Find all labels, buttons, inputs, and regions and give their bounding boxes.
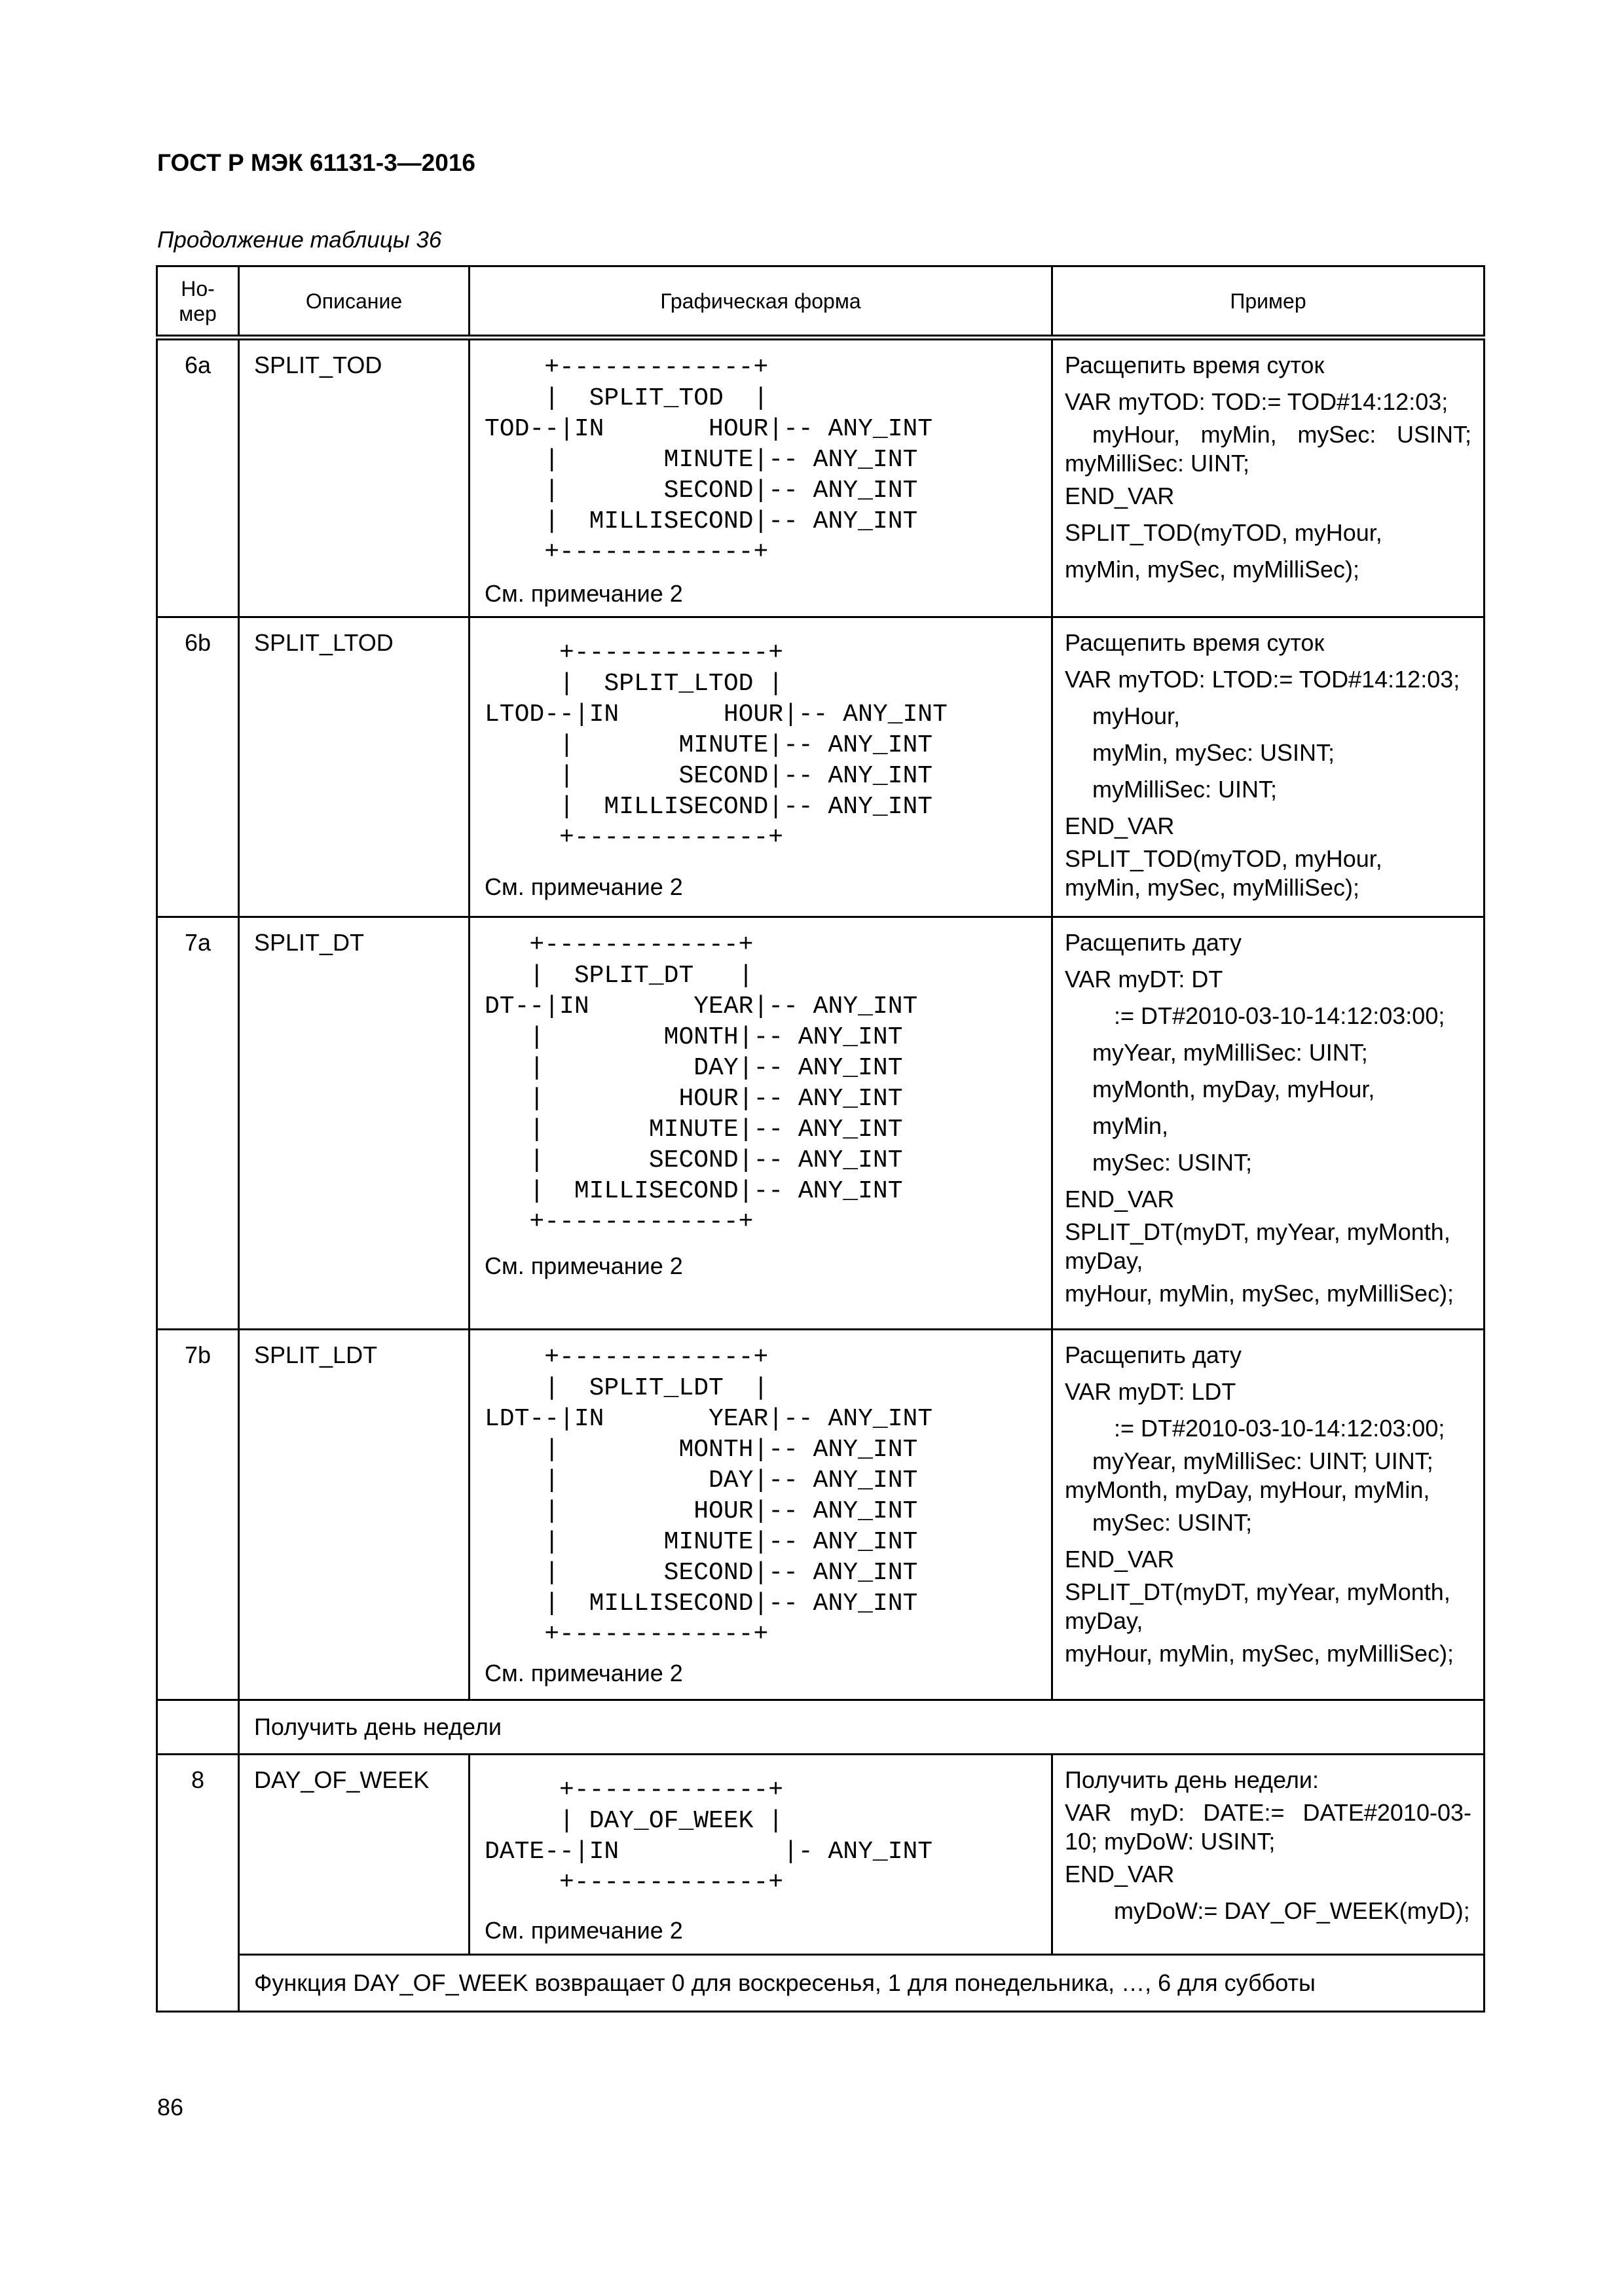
row-number: 6a bbox=[157, 338, 239, 617]
example-line: VAR myTOD: LTOD:= TOD#14:12:03; bbox=[1065, 666, 1460, 693]
example-line: SPLIT_TOD(myTOD, myHour, bbox=[1065, 519, 1382, 546]
example-line: myMin, mySec, myMilliSec); bbox=[1065, 556, 1360, 583]
row-number: 8 bbox=[157, 1755, 239, 2012]
row-graphic-form bbox=[470, 1755, 1052, 1955]
example-line: myMonth, myDay, myHour, bbox=[1092, 1076, 1375, 1102]
header-graphic-form: Графическая форма bbox=[470, 266, 1052, 338]
example-line: myMin, bbox=[1092, 1112, 1168, 1139]
footnote-text: Функция DAY_OF_WEEK возвращает 0 для воскресенья, 1 для понедельника, …, 6 для субботы bbox=[239, 1955, 1485, 2012]
header-number-line2: мер bbox=[179, 301, 217, 325]
example-line: myDay, bbox=[1065, 1607, 1143, 1634]
example-line: END_VAR bbox=[1065, 1861, 1175, 1887]
example-line: END_VAR bbox=[1065, 483, 1175, 509]
row-example bbox=[1052, 338, 1485, 617]
example-line: myMin, mySec, myMilliSec); bbox=[1065, 874, 1360, 901]
row-graphic-form bbox=[470, 917, 1052, 1330]
row-number: 6b bbox=[157, 617, 239, 917]
table-row bbox=[157, 338, 1485, 617]
example-line: SPLIT_DT(myDT, myYear, myMonth, bbox=[1065, 1218, 1450, 1245]
row-number: 7b bbox=[157, 1330, 239, 1700]
function-block-diagram: +-------------+ | DAY_OF_WEEK | DATE--|IN |- ANY_INT +-------------+ bbox=[485, 1776, 933, 1897]
page-number: 86 bbox=[157, 2094, 184, 2121]
table-row bbox=[157, 617, 1485, 917]
example-line: END_VAR bbox=[1065, 1186, 1175, 1212]
example-line: Расщепить время суток bbox=[1065, 629, 1325, 656]
group-title: Получить день недели bbox=[239, 1700, 1485, 1755]
example-line: myHour, myMin, mySec, myMilliSec); bbox=[1065, 1280, 1454, 1307]
example-line: Получить день недели: bbox=[1065, 1766, 1319, 1793]
example-line: myMonth, myDay, myHour, myMin, bbox=[1065, 1476, 1430, 1503]
row-graphic-form bbox=[470, 617, 1052, 917]
table-row bbox=[157, 917, 1485, 1330]
example-line: myDay, bbox=[1065, 1247, 1143, 1274]
row-note: См. примечание 2 bbox=[485, 1660, 683, 1686]
example-line: VAR myDT: DT bbox=[1065, 966, 1223, 993]
example-line: := DT#2010-03-10-14:12:03:00; bbox=[1114, 1002, 1445, 1029]
function-block-diagram: +-------------+ | SPLIT_DT | DT--|IN YEAR|-- ANY_INT | MONTH|-- ANY_INT | DAY|-- ANY_INT | HOUR|-- ANY_INT | MINUTE|-- ANY_INT | SECOND|-- ANY_INT | MILLISECOND|-- ANY_INT +-------------+ bbox=[485, 931, 918, 1236]
table-row bbox=[157, 1755, 1485, 1955]
row-graphic-form bbox=[470, 1330, 1052, 1700]
row-description: DAY_OF_WEEK bbox=[239, 1755, 470, 1955]
example-line: myHour, myMin, mySec, myMilliSec); bbox=[1065, 1640, 1454, 1667]
row-description: SPLIT_LTOD bbox=[239, 617, 470, 917]
header-description: Описание bbox=[239, 266, 470, 338]
function-block-diagram: +-------------+ | SPLIT_LDT | LDT--|IN YEAR|-- ANY_INT | MONTH|-- ANY_INT | DAY|-- ANY_INT | HOUR|-- ANY_INT | MINUTE|-- ANY_INT | SECOND|-- ANY_INT | MILLISECOND|-- ANY_INT +-------------+ bbox=[485, 1343, 933, 1649]
example-line: VAR myDT: LDT bbox=[1065, 1378, 1236, 1405]
example-line: 10; myDoW: USINT; bbox=[1065, 1828, 1276, 1855]
row-description: SPLIT_DT bbox=[239, 917, 470, 1330]
row-example bbox=[1052, 917, 1485, 1330]
row-description: SPLIT_TOD bbox=[239, 338, 470, 617]
example-line: myMilliSec: UINT; bbox=[1065, 450, 1250, 477]
row-example bbox=[1052, 1755, 1485, 1955]
example-line: SPLIT_TOD(myTOD, myHour, bbox=[1065, 845, 1382, 872]
example-line: mySec: USINT; bbox=[1092, 1509, 1253, 1536]
table-header-row bbox=[157, 266, 1485, 338]
table-row bbox=[157, 1330, 1485, 1700]
example-line: VAR myD: DATE:= DATE#2010-03- bbox=[1065, 1799, 1471, 1826]
footnote-row bbox=[157, 1955, 1485, 2012]
group-header-row bbox=[157, 1700, 1485, 1755]
example-line: myHour, myMin, mySec: USINT; bbox=[1092, 421, 1471, 448]
row-graphic-form bbox=[470, 338, 1052, 617]
row-note: См. примечание 2 bbox=[485, 873, 683, 900]
example-line: := DT#2010-03-10-14:12:03:00; bbox=[1114, 1415, 1445, 1442]
example-line: myHour, bbox=[1092, 702, 1181, 729]
functions-table bbox=[156, 265, 1485, 2013]
example-line: myMin, mySec: USINT; bbox=[1092, 739, 1335, 766]
example-line: myYear, myMilliSec: UINT; bbox=[1092, 1039, 1368, 1066]
example-line: Расщепить дату bbox=[1065, 929, 1242, 956]
example-line: Расщепить время суток bbox=[1065, 352, 1325, 378]
group-empty-cell bbox=[157, 1700, 239, 1755]
example-line: myMilliSec: UINT; bbox=[1092, 776, 1278, 803]
table-caption: Продолжение таблицы 36 bbox=[157, 227, 442, 253]
header-number bbox=[157, 266, 239, 338]
row-example bbox=[1052, 1330, 1485, 1700]
example-line: END_VAR bbox=[1065, 812, 1175, 839]
row-note: См. примечание 2 bbox=[485, 1917, 683, 1944]
example-line: myYear, myMilliSec: UINT; UINT; bbox=[1092, 1448, 1433, 1474]
header-example: Пример bbox=[1052, 266, 1485, 338]
row-number: 7a bbox=[157, 917, 239, 1330]
example-line: SPLIT_DT(myDT, myYear, myMonth, bbox=[1065, 1578, 1450, 1605]
example-line: mySec: USINT; bbox=[1092, 1149, 1253, 1176]
function-block-diagram: +-------------+ | SPLIT_TOD | TOD--|IN HOUR|-- ANY_INT | MINUTE|-- ANY_INT | SECOND|-- ANY_INT | MILLISECOND|-- ANY_INT +-------------+ bbox=[485, 354, 933, 566]
example-line: END_VAR bbox=[1065, 1546, 1175, 1573]
function-block-diagram: +-------------+ | SPLIT_LTOD | LTOD--|IN HOUR|-- ANY_INT | MINUTE|-- ANY_INT | SECOND|-- ANY_INT | MILLISECOND|-- ANY_INT +-------------+ bbox=[485, 639, 948, 852]
header-number-line1: Но- bbox=[181, 276, 215, 301]
row-example bbox=[1052, 617, 1485, 917]
example-line: myDoW:= DAY_OF_WEEK(myD); bbox=[1114, 1897, 1470, 1924]
row-description: SPLIT_LDT bbox=[239, 1330, 470, 1700]
example-line: VAR myTOD: TOD:= TOD#14:12:03; bbox=[1065, 388, 1449, 415]
row-note: См. примечание 2 bbox=[485, 1252, 683, 1279]
document-title: ГОСТ Р МЭК 61131-3—2016 bbox=[157, 149, 475, 176]
example-line: Расщепить дату bbox=[1065, 1341, 1242, 1368]
row-note: См. примечание 2 bbox=[485, 580, 683, 607]
